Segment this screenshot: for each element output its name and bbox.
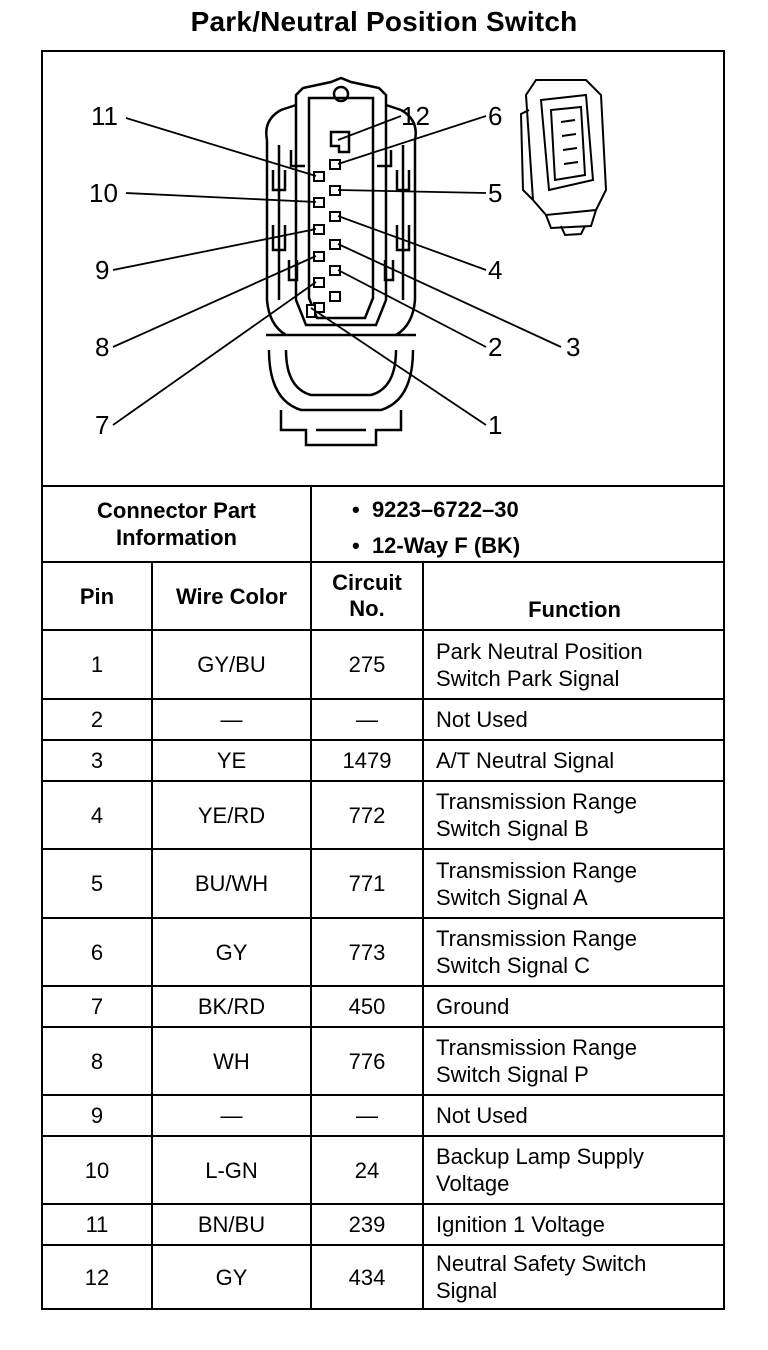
header-circuit-line: Circuit — [332, 570, 402, 595]
connector-part-number: • 9223–6722–30 — [352, 497, 519, 522]
function-cell — [424, 631, 725, 698]
circuit-cell: 275 — [348, 652, 386, 677]
pin-cell: 6 — [90, 939, 104, 965]
wire-color-cell: GY — [215, 1264, 248, 1290]
function-cell — [424, 1028, 725, 1094]
pin-cell: 11 — [85, 1212, 109, 1237]
pin-label-6: 6 — [488, 101, 503, 131]
connector-body — [266, 78, 416, 445]
wire-color-cell: — — [220, 1103, 243, 1128]
header-circuit-no — [312, 563, 422, 629]
function-line: Ignition 1 Voltage — [436, 1212, 605, 1237]
function-line: Switch Signal A — [436, 884, 588, 910]
function-cell — [424, 987, 725, 1026]
pin-cell: 3 — [90, 748, 104, 773]
wire-color-cell: YE/RD — [197, 802, 266, 828]
function-line: Switch Park Signal — [436, 665, 620, 691]
connector-isometric-view — [521, 80, 606, 235]
circuit-cell: 771 — [348, 871, 386, 896]
wire-color-cell: BK/RD — [197, 994, 266, 1019]
wire-color-cell: BN/BU — [197, 1212, 266, 1237]
pin-cell: 4 — [90, 802, 104, 828]
function-line: Switch Signal C — [436, 953, 591, 978]
pin-cell: 8 — [90, 1048, 104, 1074]
wire-color-cell: — — [220, 707, 243, 732]
function-cell — [424, 1137, 725, 1203]
pin-cell: 5 — [90, 871, 104, 896]
pin-cell: 12 — [84, 1264, 110, 1290]
wire-color-cell: L-GN — [205, 1157, 258, 1183]
wire-color-cell: WH — [213, 1048, 250, 1074]
pin-label-1: 1 — [488, 410, 503, 440]
connector-info-list — [352, 492, 520, 564]
connector-item-text: 9223–6722–30 — [371, 497, 519, 522]
pin-label-8: 8 — [95, 332, 110, 362]
pin-label-12: 12 — [401, 101, 430, 131]
pin-label-10: 10 — [89, 178, 118, 208]
function-line: Not Used — [436, 707, 528, 732]
pin-cell: 2 — [90, 707, 104, 732]
function-line: Not Used — [436, 1103, 528, 1128]
function-cell — [424, 700, 725, 739]
wire-color-cell: BU/WH — [194, 871, 269, 896]
function-cell — [424, 1246, 725, 1308]
circuit-cell: 24 — [354, 1157, 380, 1183]
circuit-cell: 772 — [348, 802, 386, 828]
circuit-cell: 434 — [348, 1264, 386, 1290]
header-wire-color: Wire Color — [175, 583, 288, 609]
pin-cell: 10 — [84, 1157, 110, 1183]
pin-label-4: 4 — [488, 255, 503, 285]
pin-label-2: 2 — [488, 332, 503, 362]
pin-cell: 9 — [90, 1103, 104, 1128]
page-title: Park/Neutral Position Switch — [190, 6, 578, 37]
function-cell — [424, 850, 725, 917]
pin-label-7: 7 — [95, 410, 110, 440]
pin-label-11: 11 — [91, 101, 118, 131]
function-line: Switch Signal B — [436, 816, 589, 841]
pin-label-3: 3 — [566, 332, 581, 362]
function-line: Transmission Range — [436, 789, 637, 814]
connector-item-text: 12-Way F (BK) — [371, 533, 521, 558]
function-line: Voltage — [436, 1171, 510, 1196]
pin-cell: 1 — [90, 652, 104, 677]
header-pin: Pin — [79, 583, 115, 609]
function-cell — [424, 919, 725, 985]
pin-cell: 7 — [90, 994, 104, 1019]
function-cell — [424, 1205, 725, 1244]
circuit-cell: 773 — [348, 939, 386, 965]
function-line: Transmission Range — [436, 857, 637, 883]
connector-info-label — [43, 487, 310, 561]
circuit-cell: 239 — [348, 1212, 386, 1237]
header-function: Function — [528, 597, 621, 622]
terminal-cavities — [307, 160, 340, 317]
circuit-cell: 1479 — [342, 748, 392, 773]
function-line: Neutral Safety Switch — [436, 1251, 647, 1276]
function-line: Backup Lamp Supply — [436, 1144, 644, 1169]
header-circuit-line: No. — [349, 596, 385, 621]
wire-color-cell: GY — [215, 939, 248, 965]
pin-label-9: 9 — [95, 255, 110, 285]
function-line: Park Neutral Position — [436, 638, 643, 664]
wire-color-cell: YE — [216, 748, 247, 773]
connector-type: • 12-Way F (BK) — [352, 533, 521, 558]
circuit-cell: — — [356, 1103, 378, 1128]
function-line: Transmission Range — [436, 926, 637, 951]
circuit-cell: — — [356, 707, 378, 732]
function-line: Ground — [436, 994, 510, 1019]
connector-info-label-line: Information — [116, 525, 237, 550]
function-line: Switch Signal P — [436, 1062, 589, 1087]
circuit-cell: 776 — [348, 1048, 386, 1074]
function-cell — [424, 1096, 725, 1135]
function-line: A/T Neutral Signal — [436, 748, 615, 773]
function-line: Signal — [436, 1278, 498, 1303]
function-cell — [424, 741, 725, 780]
function-line: Transmission Range — [436, 1035, 637, 1060]
connector-info-label-line: Connector Part — [97, 498, 256, 523]
wire-color-cell: GY/BU — [197, 652, 266, 677]
pin-label-5: 5 — [488, 178, 503, 208]
connector-diagram — [41, 50, 725, 486]
circuit-cell: 450 — [348, 994, 386, 1019]
function-cell — [424, 782, 725, 848]
